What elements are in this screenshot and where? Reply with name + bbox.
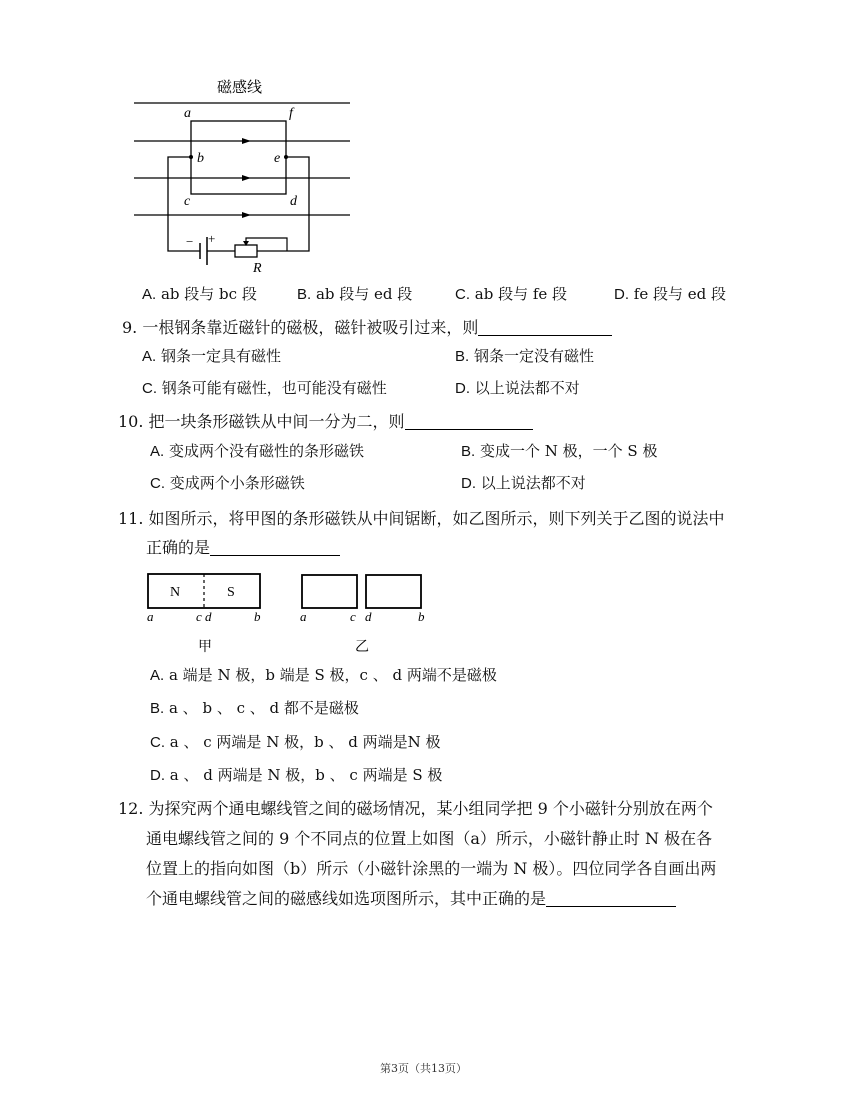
south-pole-label: S: [227, 585, 235, 600]
battery-plus-label: +: [208, 231, 216, 246]
bar-magnet: [148, 574, 260, 608]
q9-option-a[interactable]: [142, 345, 281, 366]
option-letter: D.: [461, 475, 476, 492]
wire-frame: [191, 121, 286, 194]
option-text: 以上说法都不对: [474, 379, 580, 397]
point-d-label: d: [290, 194, 297, 209]
q9-option-b[interactable]: [455, 345, 594, 366]
bar-magnet-figure-jia: [140, 568, 275, 660]
option-text: a 、 c 两端是 N 极，b 、 d 两端是N 极: [169, 733, 441, 751]
q9-option-d[interactable]: [455, 377, 580, 398]
figure-caption-yi: 乙: [355, 640, 369, 655]
magnet-half-left: [302, 575, 357, 608]
junction-dot: [189, 155, 193, 159]
answer-blank[interactable]: [546, 890, 676, 907]
option-text: 变成一个 N 极，一个 S 极: [479, 442, 658, 460]
option-letter: C.: [150, 475, 165, 492]
option-text: 变成两个没有磁性的条形磁铁: [168, 442, 364, 460]
q12-line-2: 通电螺线管之间的 9 个不同点的位置上如图（a）所示，小磁针静止时 N 极在各: [146, 829, 713, 848]
magnetic-field-circuit-figure: [125, 75, 365, 275]
option-text: a 、 d 两端是 N 极，b 、 c 两端是 S 极: [169, 766, 443, 784]
arrow-icon: [242, 138, 251, 144]
option-letter: B.: [461, 443, 476, 460]
option-letter: B.: [150, 700, 165, 717]
option-text: fe 段与 ed 段: [633, 285, 726, 303]
rheostat: [235, 245, 257, 257]
q12-line-3: 位置上的指向如图（b）所示（小磁针涂黑的一端为 N 极）。四位同学各自画出两: [146, 859, 717, 878]
point-a-label: a: [184, 106, 191, 121]
bar-magnet-figure-yi: [292, 568, 432, 660]
point-b-label: b: [197, 151, 204, 166]
end-d-label: d: [205, 609, 212, 624]
q8-option-a[interactable]: [142, 283, 257, 304]
north-pole-label: N: [170, 585, 181, 600]
end-d-label: d: [365, 609, 372, 624]
point-c-label: c: [184, 194, 191, 209]
option-text: ab 段与 fe 段: [474, 285, 568, 303]
option-text: ab 段与 bc 段: [160, 285, 257, 303]
q10-option-b[interactable]: [461, 440, 657, 461]
option-letter: A.: [150, 443, 165, 460]
q12-line-1: 12. 为探究两个通电螺线管之间的磁场情况，某小组同学把 9 个小磁针分别放在两个: [118, 799, 713, 818]
circuit-right-wire: [257, 157, 309, 251]
arrow-icon: [242, 175, 251, 181]
page-footer: 第3页（共13页）: [380, 1062, 467, 1075]
option-letter: A.: [142, 348, 157, 365]
magnet-half-right: [366, 575, 421, 608]
end-b-label: b: [418, 609, 425, 624]
option-text: a 端是 N 极，b 端是 S 极，c 、 d 两端不是磁极: [168, 666, 497, 684]
q8-option-b[interactable]: [297, 283, 412, 304]
arrow-icon: [242, 212, 251, 218]
option-text: a 、 b 、 c 、 d 都不是磁极: [168, 699, 359, 717]
option-text: 变成两个小条形磁铁: [169, 474, 305, 492]
option-text: 以上说法都不对: [480, 474, 586, 492]
q11-option-c[interactable]: [150, 731, 441, 752]
answer-blank[interactable]: [405, 413, 533, 430]
answer-blank[interactable]: [210, 539, 340, 556]
option-letter: C.: [455, 286, 470, 303]
q10-option-a[interactable]: [150, 440, 364, 461]
q11-option-b[interactable]: [150, 697, 359, 718]
option-letter: A.: [150, 667, 165, 684]
option-text: 钢条一定没有磁性: [473, 347, 594, 365]
q11-option-d[interactable]: [150, 764, 442, 785]
q11-stem-line1: 11. 如图所示，将甲图的条形磁铁从中间锯断，如乙图所示，则下列关于乙图的说法中: [118, 509, 725, 528]
q8-option-d[interactable]: [614, 283, 726, 304]
field-lines-title: 磁感线: [217, 80, 263, 96]
q11-stem-line2: 正确的是: [146, 535, 340, 558]
end-b-label: b: [254, 609, 261, 624]
q11-option-a[interactable]: [150, 664, 497, 685]
rheostat-R-label: R: [253, 261, 262, 275]
option-letter: D.: [614, 286, 629, 303]
option-letter: D.: [150, 767, 165, 784]
point-e-label: e: [274, 151, 281, 166]
option-letter: A.: [142, 286, 157, 303]
q10-option-d[interactable]: [461, 472, 586, 493]
option-letter: C.: [150, 734, 165, 751]
q10-stem: 10. 把一块条形磁铁从中间一分为二，则: [118, 409, 533, 432]
option-text: 钢条一定具有磁性: [160, 347, 281, 365]
point-f-label: f: [289, 106, 293, 121]
end-a-label: a: [147, 609, 154, 624]
q8-option-c[interactable]: [455, 283, 567, 304]
answer-blank[interactable]: [478, 319, 612, 336]
end-a-label: a: [300, 609, 307, 624]
option-letter: C.: [142, 380, 157, 397]
end-c-label: c: [350, 609, 356, 624]
q9-stem: 9. 一根钢条靠近磁针的磁极，磁针被吸引过来，则: [122, 315, 612, 338]
option-text: ab 段与 ed 段: [315, 285, 413, 303]
option-text: 钢条可能有磁性，也可能没有磁性: [161, 379, 387, 397]
q9-option-c[interactable]: [142, 377, 387, 398]
end-c-label: c: [196, 609, 202, 624]
option-letter: B.: [297, 286, 312, 303]
option-letter: B.: [455, 348, 470, 365]
q12-line-4: 个通电螺线管之间的磁感线如选项图所示，其中正确的是: [146, 886, 676, 909]
figure-caption-jia: 甲: [198, 640, 212, 655]
battery-minus-label: −: [186, 234, 194, 249]
q10-option-c[interactable]: [150, 472, 305, 493]
junction-dot: [284, 155, 288, 159]
option-letter: D.: [455, 380, 470, 397]
